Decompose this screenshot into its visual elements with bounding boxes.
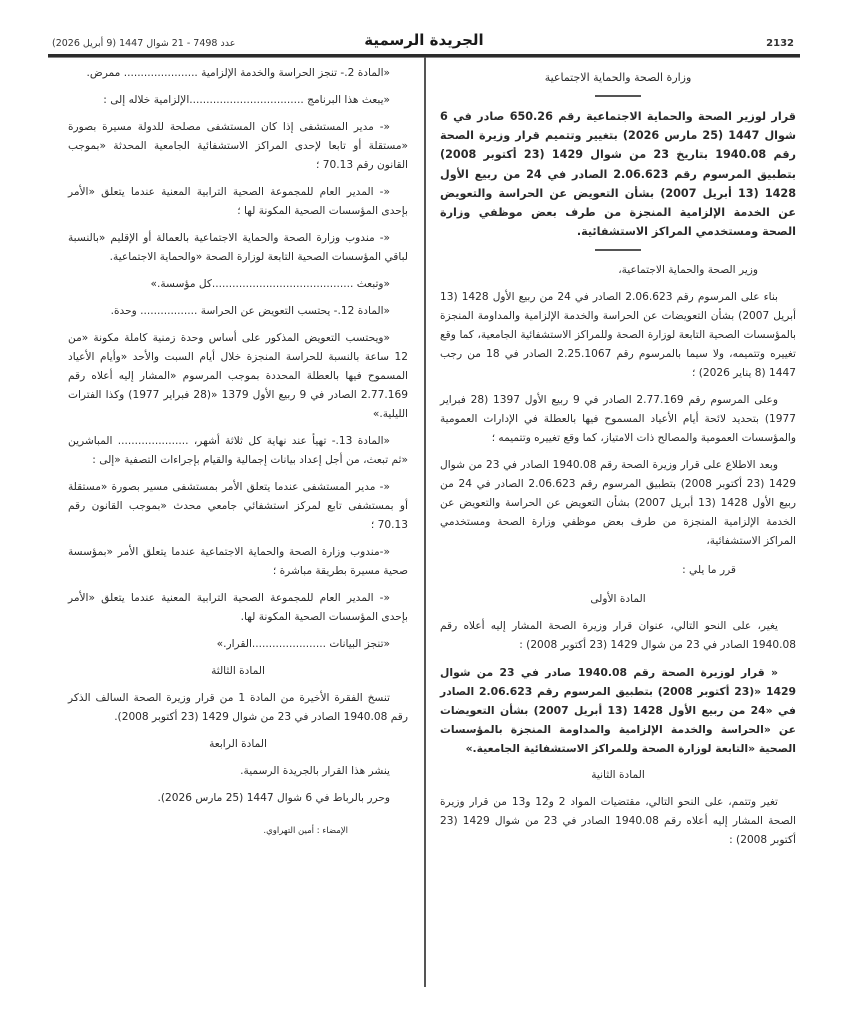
amended-text-item: «وتبعث ..........................................كل مؤسسة.» — [150, 278, 390, 290]
column-divider — [424, 57, 426, 987]
article-1-heading: المادة الأولى — [590, 593, 646, 606]
amended-article-13: «المادة 13.- تهيأ عند نهاية كل ثلاثة أشهر، ..................... المباشرين «ثم تبعث، من أجل إعداد بيانات إجمالية والقيام بإجراءات التصفية «إلى : — [68, 435, 408, 466]
article-3-heading: المادة الثالثة — [211, 665, 265, 677]
decides-line: قرر ما يلي : — [682, 564, 736, 577]
amended-text-item: «يبعث هذا البرنامج ..................................الإلزامية خلاله إلى : — [103, 94, 390, 106]
minister-line: وزير الصحة والحماية الاجتماعية، — [618, 264, 758, 277]
amended-list-item: «- مدير المستشفى عندما يتعلق الأمر بمستشفى مسير بصورة «مستقلة أو بمستشفى تابع لمركز استشفائي جامعي محدث «بموجب القانون رقم 70.13 ؛ — [68, 481, 408, 531]
gazette-page — [48, 28, 800, 1008]
article-1-intro: يغير، على النحو التالي، عنوان قرار وزيرة الصحة المشار إليه أعلاه رقم 1940.08 الصادر في 23 من شوال 1429 (23 أكتوبر 2008) : — [440, 620, 796, 652]
ministry-heading: وزارة الصحة والحماية الاجتماعية — [544, 71, 692, 84]
amended-list-item: «- المدير العام للمجموعة الصحية الترابية المعنية عندما يتعلق «الأمر بإحدى المؤسسات الصحية المكونة لها ؛ — [68, 186, 408, 217]
done-at-line: وحرر بالرباط في 6 شوال 1447 (25 مارس 2026). — [157, 792, 390, 804]
article-2-heading: المادة الثانية — [591, 769, 645, 782]
decree-title: قرار لوزير الصحة والحماية الاجتماعية رقم 650.26 صادر في 6 شوال 1447 (25 مارس 2026) بتغيير وتتميم قرار وزيرة الصحة رقم 1940.08 بتاريخ 23 من شوال 1429 (23 أكتوبر 2008) بتطبيق المرسوم رقم 2.06.623 الصادر في 24 من ربيع الأول 1428 (13 أبريل 2007) بشأن التعويض عن الحراسة والتعويض عن الخدمة الإلزامية المنجزة من طرف بعض موظفي وزارة الصحة ومستخدمي المراكز الاستشفائية. — [440, 110, 797, 239]
page-number: 2132 — [766, 38, 794, 49]
amended-article-2: «المادة 2.- تنجز الحراسة والخدمة الإلزامية ...................... ممرض. — [86, 67, 390, 79]
separator-rule — [595, 249, 641, 251]
preamble-paragraph: وعلى المرسوم رقم 2.77.169 الصادر في 9 ربيع الأول 1397 (28 فبراير 1977) بتحديد لائحة أيام الأعياد المسموح فيها بالعطلة في الإدارات العمومية والمؤسسات العمومية والمصالح ذات الامتياز، كما وقع تغييره وتتميمه ؛ — [440, 394, 796, 445]
preamble-paragraph: وبعد الاطلاع على قرار وزيرة الصحة رقم 1940.08 الصادر في 23 من شوال 1429 (23 أكتوبر 2008) بتطبيق المرسوم رقم 2.06.623 الصادر في 24 من ربيع الأول 1428 (13 أبريل 2007) بشأن التعويض عن الحراسة والتعويض عن الخدمة الإلزامية المنجزة من طرف بعض موظفي وزارة الصحة ومستخدمي المراكز الاستشفائية، — [440, 459, 797, 548]
amended-article-12: «المادة 12.- يحتسب التعويض عن الحراسة ................. وحدة. — [110, 305, 390, 317]
signature: الإمضاء : أمين التهراوي. — [263, 826, 348, 836]
amended-text-item: «تنجز البيانات ......................القرار.» — [216, 638, 390, 650]
page-header — [48, 28, 800, 54]
amended-list-item: «- المدير العام للمجموعة الصحية الترابية المعنية عندما يتعلق «الأمر بإحدى المؤسسات الصحية المكونة لها. — [68, 592, 408, 623]
preamble-paragraph: بناء على المرسوم رقم 2.06.623 الصادر في 24 من ربيع الأول 1428 (13 أبريل 2007) بشأن التعويضات عن الحراسة والخدمة الإلزامية والمداومة المنجزة بالمؤسسات الصحية التابعة لوزارة الصحة وللمراكز الاستشفائية الجامعية، كما وقع تغييره وتتميمه، ولا سيما بالمرسوم رقم 2.25.1067 الصادر في 18 من رجب 1447 (8 يناير 2026) ؛ — [440, 291, 796, 380]
amended-list-item: «- مندوب وزارة الصحة والحماية الاجتماعية بالعمالة أو الإقليم «بالنسبة لباقي المؤسسات الصحية التابعة لوزارة الصحة «والحماية الاجتماعية. — [68, 232, 408, 263]
amended-text-item: «ويحتسب التعويض المذكور على أساس وحدة زمنية كاملة مكونة «من 12 ساعة بالنسبة للحراسة المنجزة خلال أيام السبت والأحد «وأيام الأعياد المسموح فيها بالعطلة المحددة بموجب المرسوم «المشار إليه أعلاه رقم 2.77.169 الصادر في 9 ربيع الأول 1379 «(28 فبراير 1977) وكذا الفترات الليلية.» — [68, 332, 408, 420]
amended-list-item: «- مدير المستشفى إذا كان المستشفى مصلحة للدولة مسيرة بصورة «مستقلة أو تابعا لإحدى المراكز الاستشفائية الجامعية المحدثة «بموجب القانون رقم 70.13 ؛ — [68, 121, 408, 171]
amended-list-item: «-مندوب وزارة الصحة والحماية الاجتماعية عندما يتعلق الأمر «بمؤسسة صحية مسيرة بطريقة مباشرة ؛ — [68, 546, 408, 577]
article-2-intro: تغير وتتمم، على النحو التالي، مقتضيات المواد 2 و12 و13 من قرار وزيرة الصحة المشار إليه أعلاه رقم 1940.08 الصادر في 23 من شوال 1429 (23 أكتوبر 2008) : — [440, 796, 796, 847]
publication-title: الجريدة الرسمية — [364, 31, 484, 49]
article-3-text: تنسخ الفقرة الأخيرة من المادة 1 من قرار وزيرة الصحة السالف الذكر رقم 1940.08 الصادر في 23 من شوال 1429 (23 أكتوبر 2008). — [68, 692, 408, 723]
left-column — [68, 64, 408, 841]
separator-rule — [595, 95, 641, 97]
article-4-text: ينشر هذا القرار بالجريدة الرسمية. — [240, 765, 390, 777]
issue-info: عدد 7498 - 21 شوال 1447 (9 أبريل 2026) — [52, 38, 236, 49]
article-4-heading: المادة الرابعة — [209, 738, 267, 750]
right-column — [440, 64, 796, 858]
article-1-quoted-title: « قرار لوزيرة الصحة رقم 1940.08 صادر في 23 من شوال 1429 «(23 أكتوبر 2008) بتطبيق المرسوم رقم 2.06.623 الصادر في «24 من ربيع الأول 1428 (13 أبريل 2007) بشأن التعويضات عن «الحراسة والخدمة الإلزامية والمداومة المنجزة بالمؤسسات الصحية «التابعة لوزارة الصحة وللمراكز الاستشفائية الجامعية.» — [440, 666, 796, 756]
